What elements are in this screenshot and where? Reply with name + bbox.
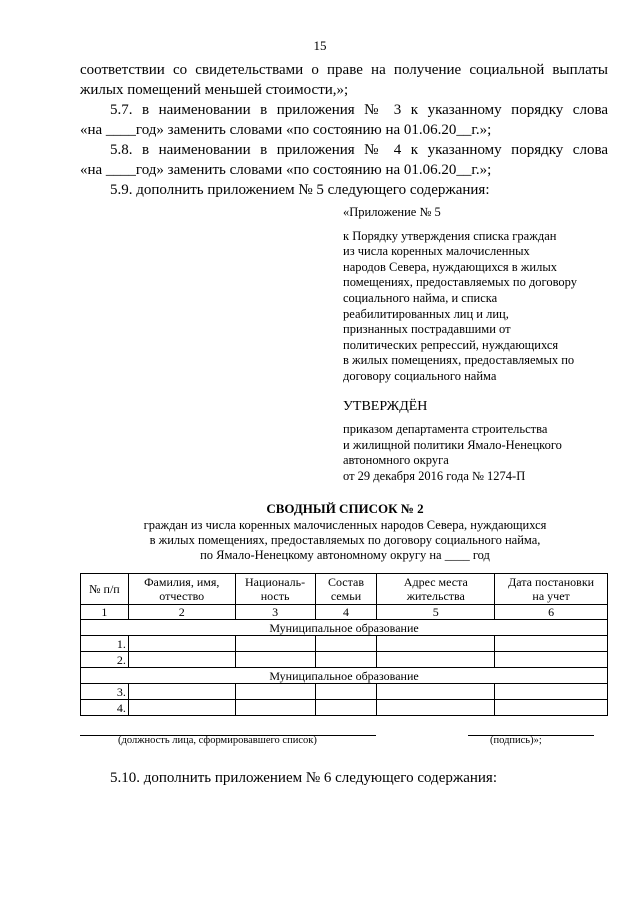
list-subtitle (25, 518, 640, 562)
row-number: 2. (81, 652, 129, 668)
column-number: 4 (315, 605, 377, 620)
summary-table (80, 573, 608, 716)
item-5-10: 5.10. дополнить приложением № 6 следующего содержания: (110, 770, 497, 786)
table-row (81, 636, 608, 652)
column-number: 6 (495, 605, 608, 620)
header-cell: № п/п (81, 574, 129, 605)
section-row (81, 620, 608, 636)
page-number: 15 (313, 38, 327, 53)
appendix-line: признанных пострадавшими от (343, 322, 511, 337)
appendix-line: в жилых помещениях, предоставляемых по (343, 353, 575, 368)
sign-caption: (подпись)»; (490, 735, 542, 746)
appendix-line: помещениях, предоставляемых по договору (343, 275, 578, 290)
approved-line: приказом департамента строительства (343, 422, 548, 437)
table-row (81, 684, 608, 700)
subtitle-line: по Ямало-Ненецкому автономному округу на ____ год (200, 547, 490, 562)
section-label: Муниципальное образование (81, 668, 608, 684)
column-number: 2 (128, 605, 235, 620)
row-number: 4. (81, 700, 129, 716)
section-row (81, 668, 608, 684)
header-cell: Дата постановки на учет (495, 574, 608, 605)
approved-line: автономного округа (343, 453, 449, 468)
appendix-line: договору социального найма (343, 368, 497, 383)
subtitle-line: граждан из числа коренных малочисленных народов Севера, нуждающихся (143, 518, 547, 532)
subtitle-line: в жилых помещениях, предоставляемых по договору социального найма, (149, 532, 541, 547)
table-header-row (81, 574, 608, 605)
paragraph-continuation: соответствии со свидетельствами о праве на получение социальной выплаты жилых помещений меньшей стоимости,»; (80, 62, 608, 98)
table-row (81, 652, 608, 668)
column-number: 3 (235, 605, 315, 620)
approved-line: от 29 декабря 2016 года № 1274-П (343, 468, 526, 483)
appendix-line: политических репрессий, нуждающихся (343, 337, 559, 352)
appendix-line: народов Севера, нуждающихся в жилых (343, 259, 558, 274)
appendix-title: «Приложение № 5 (343, 205, 441, 219)
item-5-9: 5.9. дополнить приложением № 5 следующего содержания: (110, 182, 490, 198)
item-5-8-line1: 5.8. в наименовании в приложения № 4 к указанному порядку слова (110, 142, 608, 158)
row-number: 1. (81, 636, 129, 652)
column-number-row (81, 605, 608, 620)
table-row (81, 700, 608, 716)
appendix-line: из числа коренных малочисленных (343, 244, 530, 259)
header-cell: Адрес места жительства (377, 574, 495, 605)
header-cell: Националь- ность (235, 574, 315, 605)
approved-line: и жилищной политики Ямало-Ненецкого (343, 437, 562, 452)
row-number: 3. (81, 684, 129, 700)
appendix-line: реабилитированных лиц и лиц, (343, 306, 509, 321)
item-5-7-line2: «на ____год» заменить словами «по состоянию на 01.06.20__г.»; (80, 122, 492, 138)
header-cell: Состав семьи (315, 574, 377, 605)
header-cell: Фамилия, имя, отчество (128, 574, 235, 605)
column-number: 5 (377, 605, 495, 620)
appendix-line: к Порядку утверждения списка граждан (343, 228, 557, 243)
appendix-header (343, 205, 577, 485)
item-5-7-line1: 5.7. в наименовании в приложения № 3 к указанному порядку слова (110, 102, 608, 118)
item-5-8-line2: «на ____год» заменить словами «по состоянию на 01.06.20__г.»; (80, 162, 492, 178)
list-title: СВОДНЫЙ СПИСОК № 2 (266, 501, 424, 516)
column-number: 1 (81, 605, 129, 620)
position-caption: (должность лица, сформировавшего список) (118, 735, 317, 746)
appendix-line: социального найма, и списка (343, 290, 498, 305)
section-label: Муниципальное образование (81, 620, 608, 636)
approved-label: УТВЕРЖДЁН (343, 398, 428, 414)
